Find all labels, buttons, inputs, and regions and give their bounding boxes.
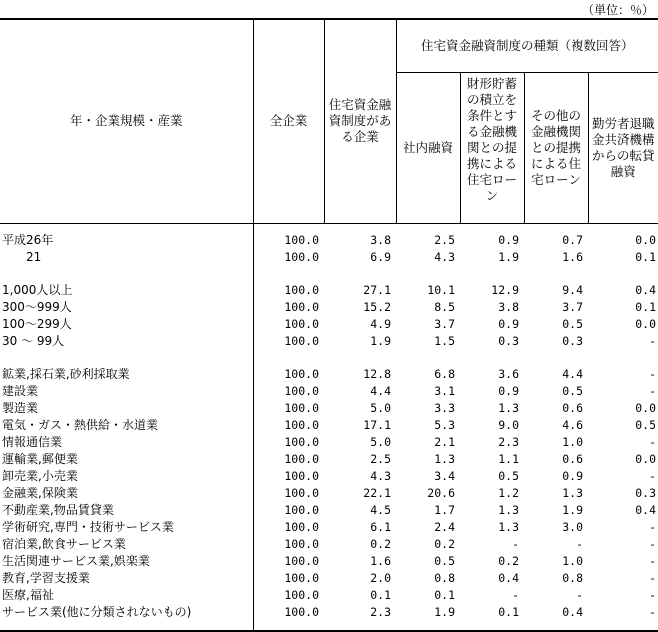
row-label: サービス業(他に分類されないもの) [0, 604, 253, 621]
row-label: 100～299人 [0, 316, 253, 333]
value-cell: 2.1 [434, 434, 455, 449]
value-cell: 17.1 [363, 417, 391, 432]
value-cell: 100.0 [284, 587, 319, 602]
table-row [0, 519, 658, 536]
value-cell: 0.1 [434, 587, 455, 602]
value-cell: 0.8 [434, 570, 455, 585]
value-cell: 0.2 [434, 536, 455, 551]
type-header-in-house: 社内融資 [396, 72, 460, 223]
value-cell: 100.0 [284, 434, 319, 449]
value-cell: 0.2 [370, 536, 391, 551]
value-cell: 100.0 [284, 553, 319, 568]
table-row [0, 468, 658, 485]
value-cell: - [576, 587, 583, 602]
value-cell: 1.3 [562, 485, 583, 500]
value-cell: 3.8 [370, 232, 391, 247]
type-header-other-bank: その他の金融機関との提携による住宅ローン [524, 72, 588, 223]
value-cell: 0.4 [635, 282, 657, 297]
value-cell: 100.0 [284, 299, 319, 314]
table-row [0, 333, 658, 350]
value-cell: 9.4 [562, 282, 583, 297]
value-cell: 100.0 [284, 502, 319, 517]
value-cell: 0.0 [635, 232, 657, 247]
housing-loan-table [0, 18, 658, 632]
value-cell: 3.3 [434, 400, 455, 415]
value-cell: 3.7 [562, 299, 583, 314]
value-cell: - [649, 383, 657, 398]
row-label: 製造業 [0, 400, 253, 417]
value-cell: - [649, 468, 657, 483]
value-cell: 100.0 [284, 316, 319, 331]
value-cell: 100.0 [284, 451, 319, 466]
row-label: 運輸業,郵便業 [0, 451, 253, 468]
value-cell: 1.0 [562, 553, 583, 568]
value-cell: 100.0 [284, 232, 319, 247]
row-label: 卸売業,小売業 [0, 468, 253, 485]
value-cell: 3.1 [434, 383, 455, 398]
value-cell: 0.5 [434, 553, 455, 568]
value-cell: 1.9 [370, 333, 391, 348]
value-cell: 1.3 [498, 519, 519, 534]
value-cell: 2.4 [434, 519, 455, 534]
value-cell: 1.9 [434, 604, 455, 619]
value-cell: 22.1 [363, 485, 391, 500]
value-cell: 5.3 [434, 417, 455, 432]
has-system-header: 住宅資金融資制度がある企業 [324, 19, 396, 223]
value-cell: 4.9 [370, 316, 391, 331]
row-label: 1,000人以上 [0, 282, 253, 299]
value-cell: 12.8 [363, 366, 391, 381]
value-cell: 0.6 [562, 400, 583, 415]
table-row [0, 553, 658, 570]
row-label: 金融業,保険業 [0, 485, 253, 502]
value-cell: 4.5 [370, 502, 391, 517]
table-row [0, 570, 658, 587]
value-cell: 100.0 [284, 485, 319, 500]
value-cell: 100.0 [284, 519, 319, 534]
table-row [0, 383, 658, 400]
value-cell: 4.3 [370, 468, 391, 483]
value-cell: - [649, 604, 657, 619]
value-cell: 100.0 [284, 366, 319, 381]
value-cell: 0.1 [498, 604, 519, 619]
row-label-header: 年・企業規模・産業 [0, 19, 253, 223]
value-cell: 5.0 [370, 400, 391, 415]
type-header-kyosai: 勤労者退職金共済機構からの転貸融資 [588, 72, 658, 223]
table-row [0, 249, 658, 266]
value-cell: 1.2 [498, 485, 519, 500]
table-row [0, 536, 658, 553]
unit-label: （単位：％） [581, 3, 654, 17]
value-cell: 0.4 [635, 502, 657, 517]
table-row [0, 502, 658, 519]
value-cell: 1.3 [434, 451, 455, 466]
value-cell: 3.4 [434, 468, 455, 483]
row-label: 医療,福祉 [0, 587, 253, 604]
value-cell: 0.1 [635, 299, 657, 314]
value-cell: 100.0 [284, 400, 319, 415]
types-group-header: 住宅資金融資制度の種類（複数回答） [396, 19, 658, 72]
value-cell: 0.0 [635, 316, 657, 331]
value-cell: 100.0 [284, 383, 319, 398]
row-label: 学術研究,専門・技術サービス業 [0, 519, 253, 536]
value-cell: 12.9 [491, 282, 519, 297]
value-cell: 15.2 [363, 299, 391, 314]
table-row [0, 417, 658, 434]
value-cell: 5.0 [370, 434, 391, 449]
table-row [0, 400, 658, 417]
value-cell: 100.0 [284, 536, 319, 551]
value-cell: 0.4 [498, 570, 519, 585]
value-cell: 4.4 [562, 366, 583, 381]
value-cell: 0.4 [562, 604, 583, 619]
value-cell: 1.6 [562, 249, 583, 264]
row-label: 300～999人 [0, 299, 253, 316]
value-cell: 0.1 [635, 249, 657, 264]
value-cell: 0.7 [562, 232, 583, 247]
value-cell: 4.3 [434, 249, 455, 264]
value-cell: 27.1 [363, 282, 391, 297]
value-cell: 0.0 [635, 400, 657, 415]
value-cell: 4.6 [562, 417, 583, 432]
row-label: 30 ～ 99人 [0, 333, 253, 350]
value-cell: 2.3 [370, 604, 391, 619]
value-cell: 2.5 [370, 451, 391, 466]
value-cell: 20.6 [427, 485, 455, 500]
value-cell: 1.9 [562, 502, 583, 517]
value-cell: 6.8 [434, 366, 455, 381]
value-cell: 6.9 [370, 249, 391, 264]
value-cell: 0.9 [498, 316, 519, 331]
value-cell: - [649, 587, 657, 602]
table-bottom-rule [0, 621, 658, 631]
value-cell: 0.0 [635, 451, 657, 466]
value-cell: 0.5 [635, 417, 657, 432]
table-row [0, 451, 658, 468]
value-cell: 1.5 [434, 333, 455, 348]
value-cell: 2.5 [434, 232, 455, 247]
value-cell: 0.5 [562, 316, 583, 331]
value-cell: 4.4 [370, 383, 391, 398]
row-label: 不動産業,物品賃貸業 [0, 502, 253, 519]
value-cell: 0.8 [562, 570, 583, 585]
value-cell: 3.0 [562, 519, 583, 534]
value-cell: 1.0 [562, 434, 583, 449]
row-label: 21 [0, 249, 253, 266]
table-row [0, 282, 658, 299]
value-cell: 9.0 [498, 417, 519, 432]
table-row [0, 316, 658, 333]
value-cell: 2.0 [370, 570, 391, 585]
value-cell: 0.9 [498, 383, 519, 398]
value-cell: 0.2 [498, 553, 519, 568]
value-cell: 1.7 [434, 502, 455, 517]
value-cell: 0.9 [562, 468, 583, 483]
row-label: 建設業 [0, 383, 253, 400]
value-cell: 100.0 [284, 249, 319, 264]
value-cell: 0.9 [498, 232, 519, 247]
value-cell: 1.9 [498, 249, 519, 264]
value-cell: 1.6 [370, 553, 391, 568]
row-label: 宿泊業,飲食サービス業 [0, 536, 253, 553]
value-cell: 0.3 [498, 333, 519, 348]
type-header-zaikei: 財形貯蓄の積立を条件とする金融機関との提携による住宅ローン [460, 72, 524, 223]
value-cell: 100.0 [284, 604, 319, 619]
value-cell: - [649, 553, 657, 568]
value-cell: 8.5 [434, 299, 455, 314]
row-label: 情報通信業 [0, 434, 253, 451]
table-row [0, 604, 658, 621]
row-label: 平成26年 [0, 223, 253, 249]
value-cell: 100.0 [284, 417, 319, 432]
table-row [0, 366, 658, 383]
value-cell: 0.5 [562, 383, 583, 398]
value-cell: - [649, 519, 657, 534]
value-cell: - [576, 536, 583, 551]
value-cell: 3.6 [498, 366, 519, 381]
group-spacer [0, 350, 658, 366]
table-row [0, 223, 658, 249]
value-cell: 3.8 [498, 299, 519, 314]
value-cell: 1.1 [498, 451, 519, 466]
value-cell: 0.6 [562, 451, 583, 466]
value-cell: 3.7 [434, 316, 455, 331]
group-spacer [0, 266, 658, 282]
value-cell: - [649, 570, 657, 585]
value-cell: - [649, 366, 657, 381]
value-cell: 6.1 [370, 519, 391, 534]
row-label: 生活関連サービス業,娯楽業 [0, 553, 253, 570]
table-row [0, 587, 658, 604]
value-cell: 1.3 [498, 502, 519, 517]
all-companies-header: 全企業 [253, 19, 324, 223]
row-label: 鉱業,採石業,砂利採取業 [0, 366, 253, 383]
value-cell: - [512, 536, 519, 551]
table-row [0, 485, 658, 502]
value-cell: 0.3 [635, 485, 657, 500]
value-cell: - [512, 587, 519, 602]
value-cell: 100.0 [284, 333, 319, 348]
value-cell: 0.1 [370, 587, 391, 602]
value-cell: 0.3 [562, 333, 583, 348]
value-cell: 0.5 [498, 468, 519, 483]
value-cell: 1.3 [498, 400, 519, 415]
value-cell: 100.0 [284, 282, 319, 297]
value-cell: - [649, 333, 657, 348]
row-label: 教育,学習支援業 [0, 570, 253, 587]
value-cell: 100.0 [284, 468, 319, 483]
value-cell: 2.3 [498, 434, 519, 449]
table-row [0, 434, 658, 451]
value-cell: 100.0 [284, 570, 319, 585]
row-label: 電気・ガス・熱供給・水道業 [0, 417, 253, 434]
value-cell: - [649, 536, 657, 551]
value-cell: 10.1 [427, 282, 455, 297]
value-cell: - [649, 434, 657, 449]
table-row [0, 299, 658, 316]
